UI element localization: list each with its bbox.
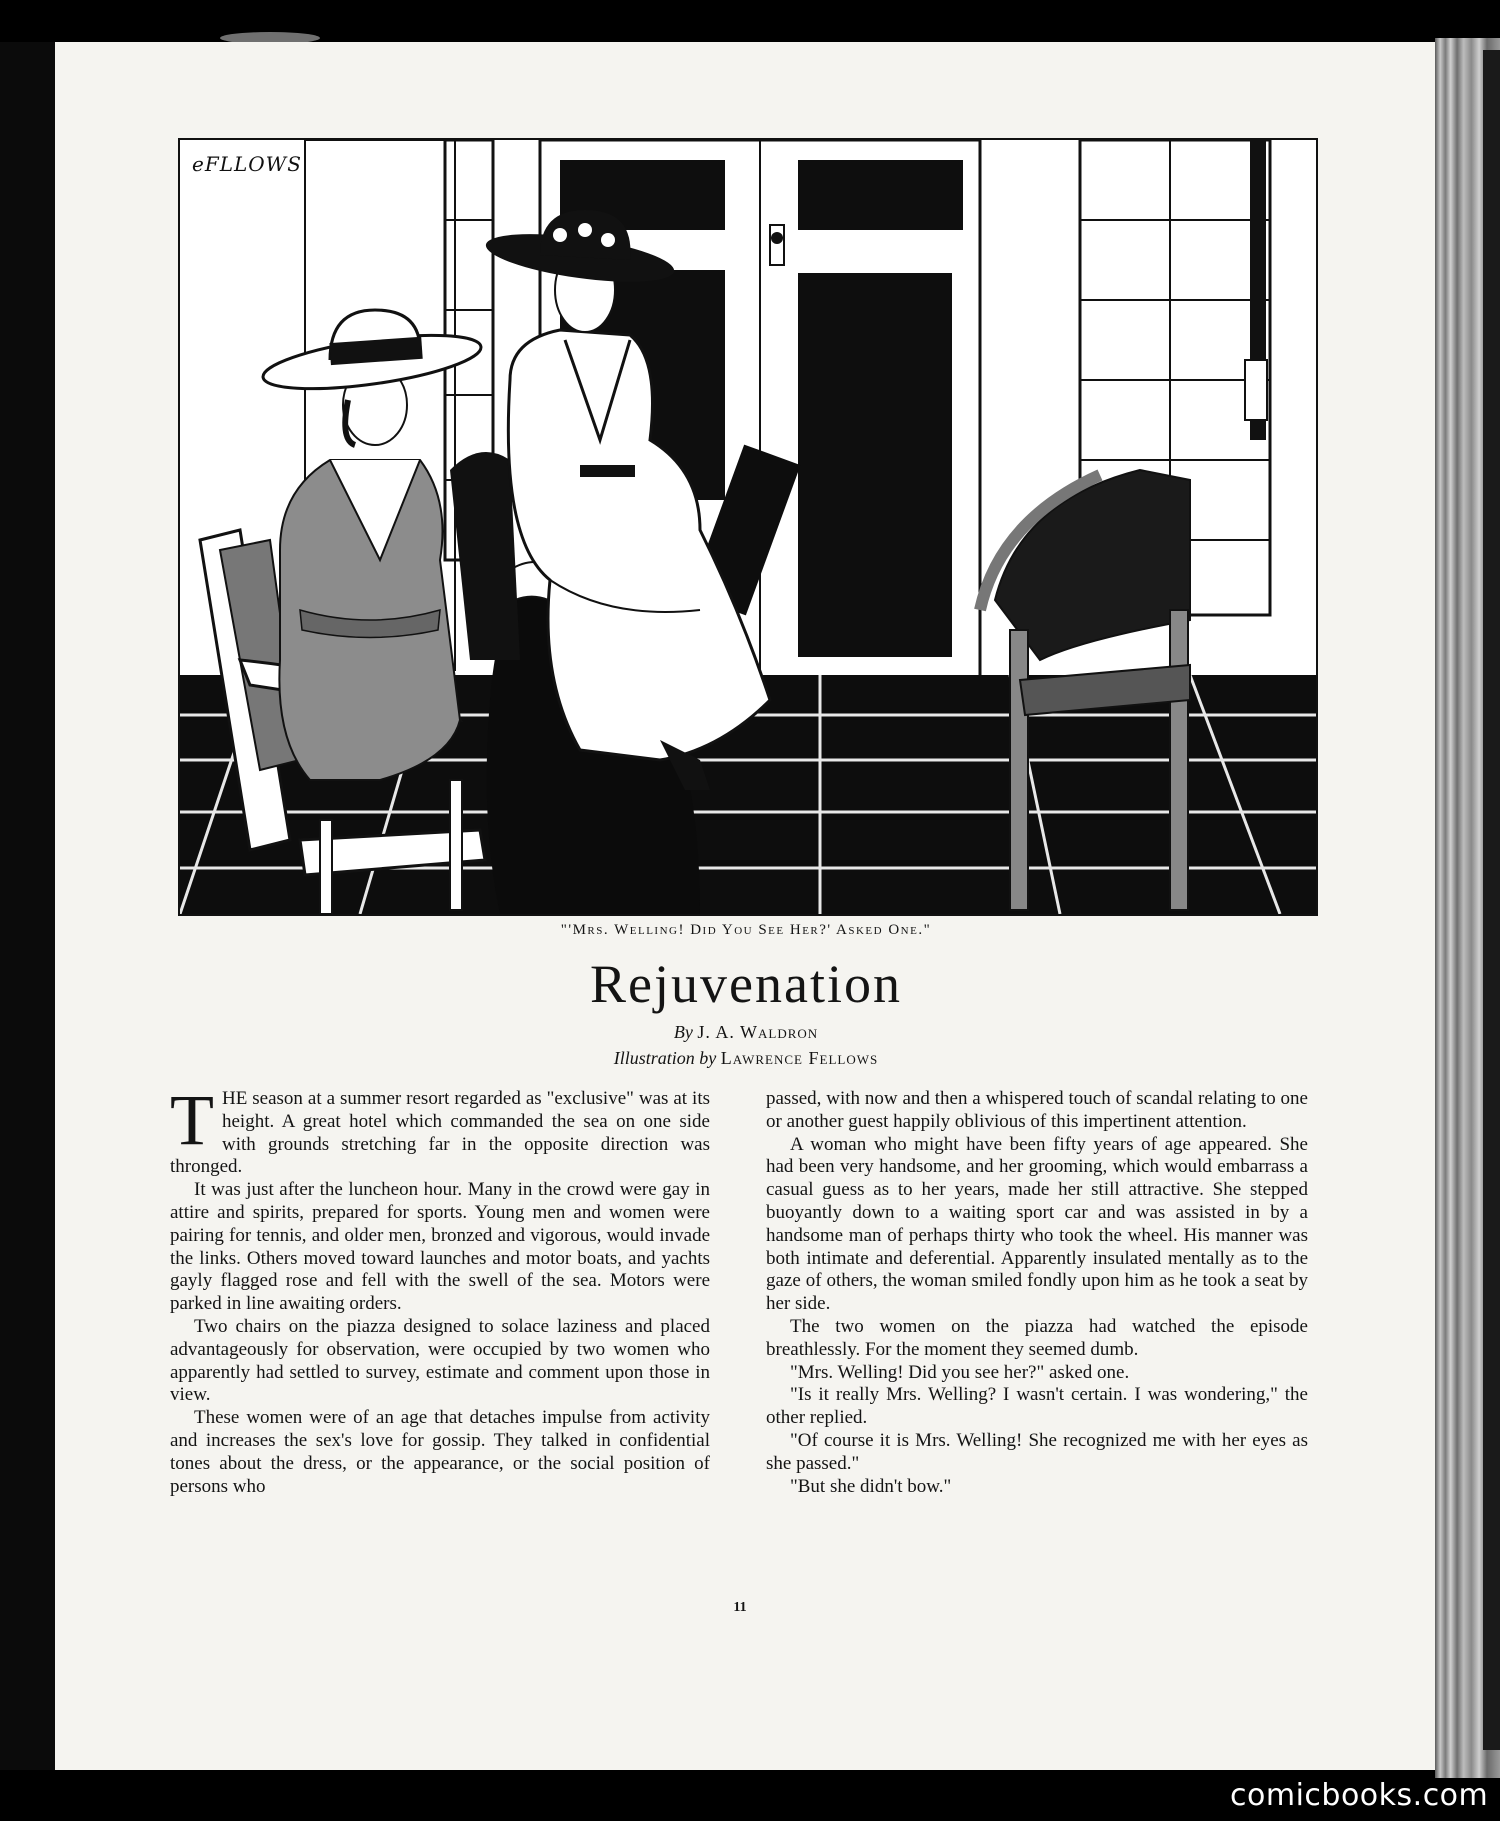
paragraph: It was just after the luncheon hour. Many in the crowd were gay in attire and spirits, prepared for sports. Young men and women were pairing for tennis, and older men, bronzed and vigorous, would invade the links. Others moved toward launches and motor boats, and yachts gayly flagged rose and fell with the swell of the sea. Motors were parked in line awaiting orders. bbox=[170, 1179, 710, 1315]
book-gutter bbox=[0, 42, 55, 1770]
text-column-left bbox=[170, 1080, 710, 1498]
paragraph-text: HE season at a summer resort regarded as "exclusive" was at its height. A great hotel which commanded the sea on one side with grounds stretching far in the opposite direction was thronged. bbox=[170, 1088, 710, 1178]
author-byline bbox=[178, 1022, 1314, 1043]
book-spine-shadow bbox=[1483, 50, 1500, 1750]
paragraph: Two chairs on the piazza designed to solace laziness and placed advantageously for observation, were occupied by two women who apparently had settled to survey, estimate and comment upon those in view. bbox=[170, 1315, 710, 1406]
article-title: Rejuvenation bbox=[590, 954, 902, 1014]
paragraph: "Mrs. Welling! Did you see her?" asked one. bbox=[790, 1361, 1130, 1383]
paragraph: These women were of an age that detaches impulse from activity and increases the sex's love for gossip. They talked in confidential tones about the dress, or the appearance, or the social position of persons who bbox=[170, 1407, 710, 1497]
site-watermark: comicbooks.com bbox=[1230, 1778, 1489, 1813]
illustration bbox=[178, 138, 1318, 916]
illustration-credit-prefix: Illustration by bbox=[613, 1048, 717, 1068]
paragraph: The two women on the piazza had watched the episode breathlessly. For the moment they seemed dumb. bbox=[766, 1315, 1308, 1360]
author-name: J. A. Waldron bbox=[697, 1022, 819, 1042]
illustrator-name: Lawrence Fellows bbox=[720, 1048, 879, 1068]
illustrator-signature: eFLLOWS bbox=[192, 152, 302, 176]
illustration-caption: "'Mrs. Welling! Did You See Her?' Asked One." bbox=[560, 922, 932, 938]
paragraph: "Of course it is Mrs. Welling! She recognized me with her eyes as she passed." bbox=[766, 1429, 1308, 1474]
paragraph: passed, with now and then a whispered touch of scandal relating to one or another guest happily oblivious of this impertinent attention. bbox=[766, 1088, 1308, 1132]
paragraph: A woman who might have been fifty years of age appeared. She had been very handsome, and her grooming, which would embarrass a casual guess as to her years, made her still attractive. She stepped buoyantly down to a waiting sport car and was assisted in by a handsome man of perhaps thirty who took the wheel. His manner was both intimate and deferential. Apparently insulated mentally as to the gaze of others, the woman smiled fondly upon him as he took a seat by her side. bbox=[766, 1133, 1308, 1315]
paragraph bbox=[170, 1080, 710, 1179]
drop-cap: T bbox=[170, 1080, 214, 1160]
paragraph: "But she didn't bow." bbox=[790, 1475, 952, 1497]
page-number: 11 bbox=[733, 1600, 747, 1615]
illustration-drawing bbox=[180, 140, 1316, 914]
illustration-credit bbox=[178, 1048, 1314, 1069]
paragraph: "Is it really Mrs. Welling? I wasn't certain. I was wondering," the other replied. bbox=[766, 1384, 1308, 1429]
text-column-right bbox=[766, 1088, 1308, 1498]
byline-prefix: By bbox=[673, 1022, 693, 1042]
